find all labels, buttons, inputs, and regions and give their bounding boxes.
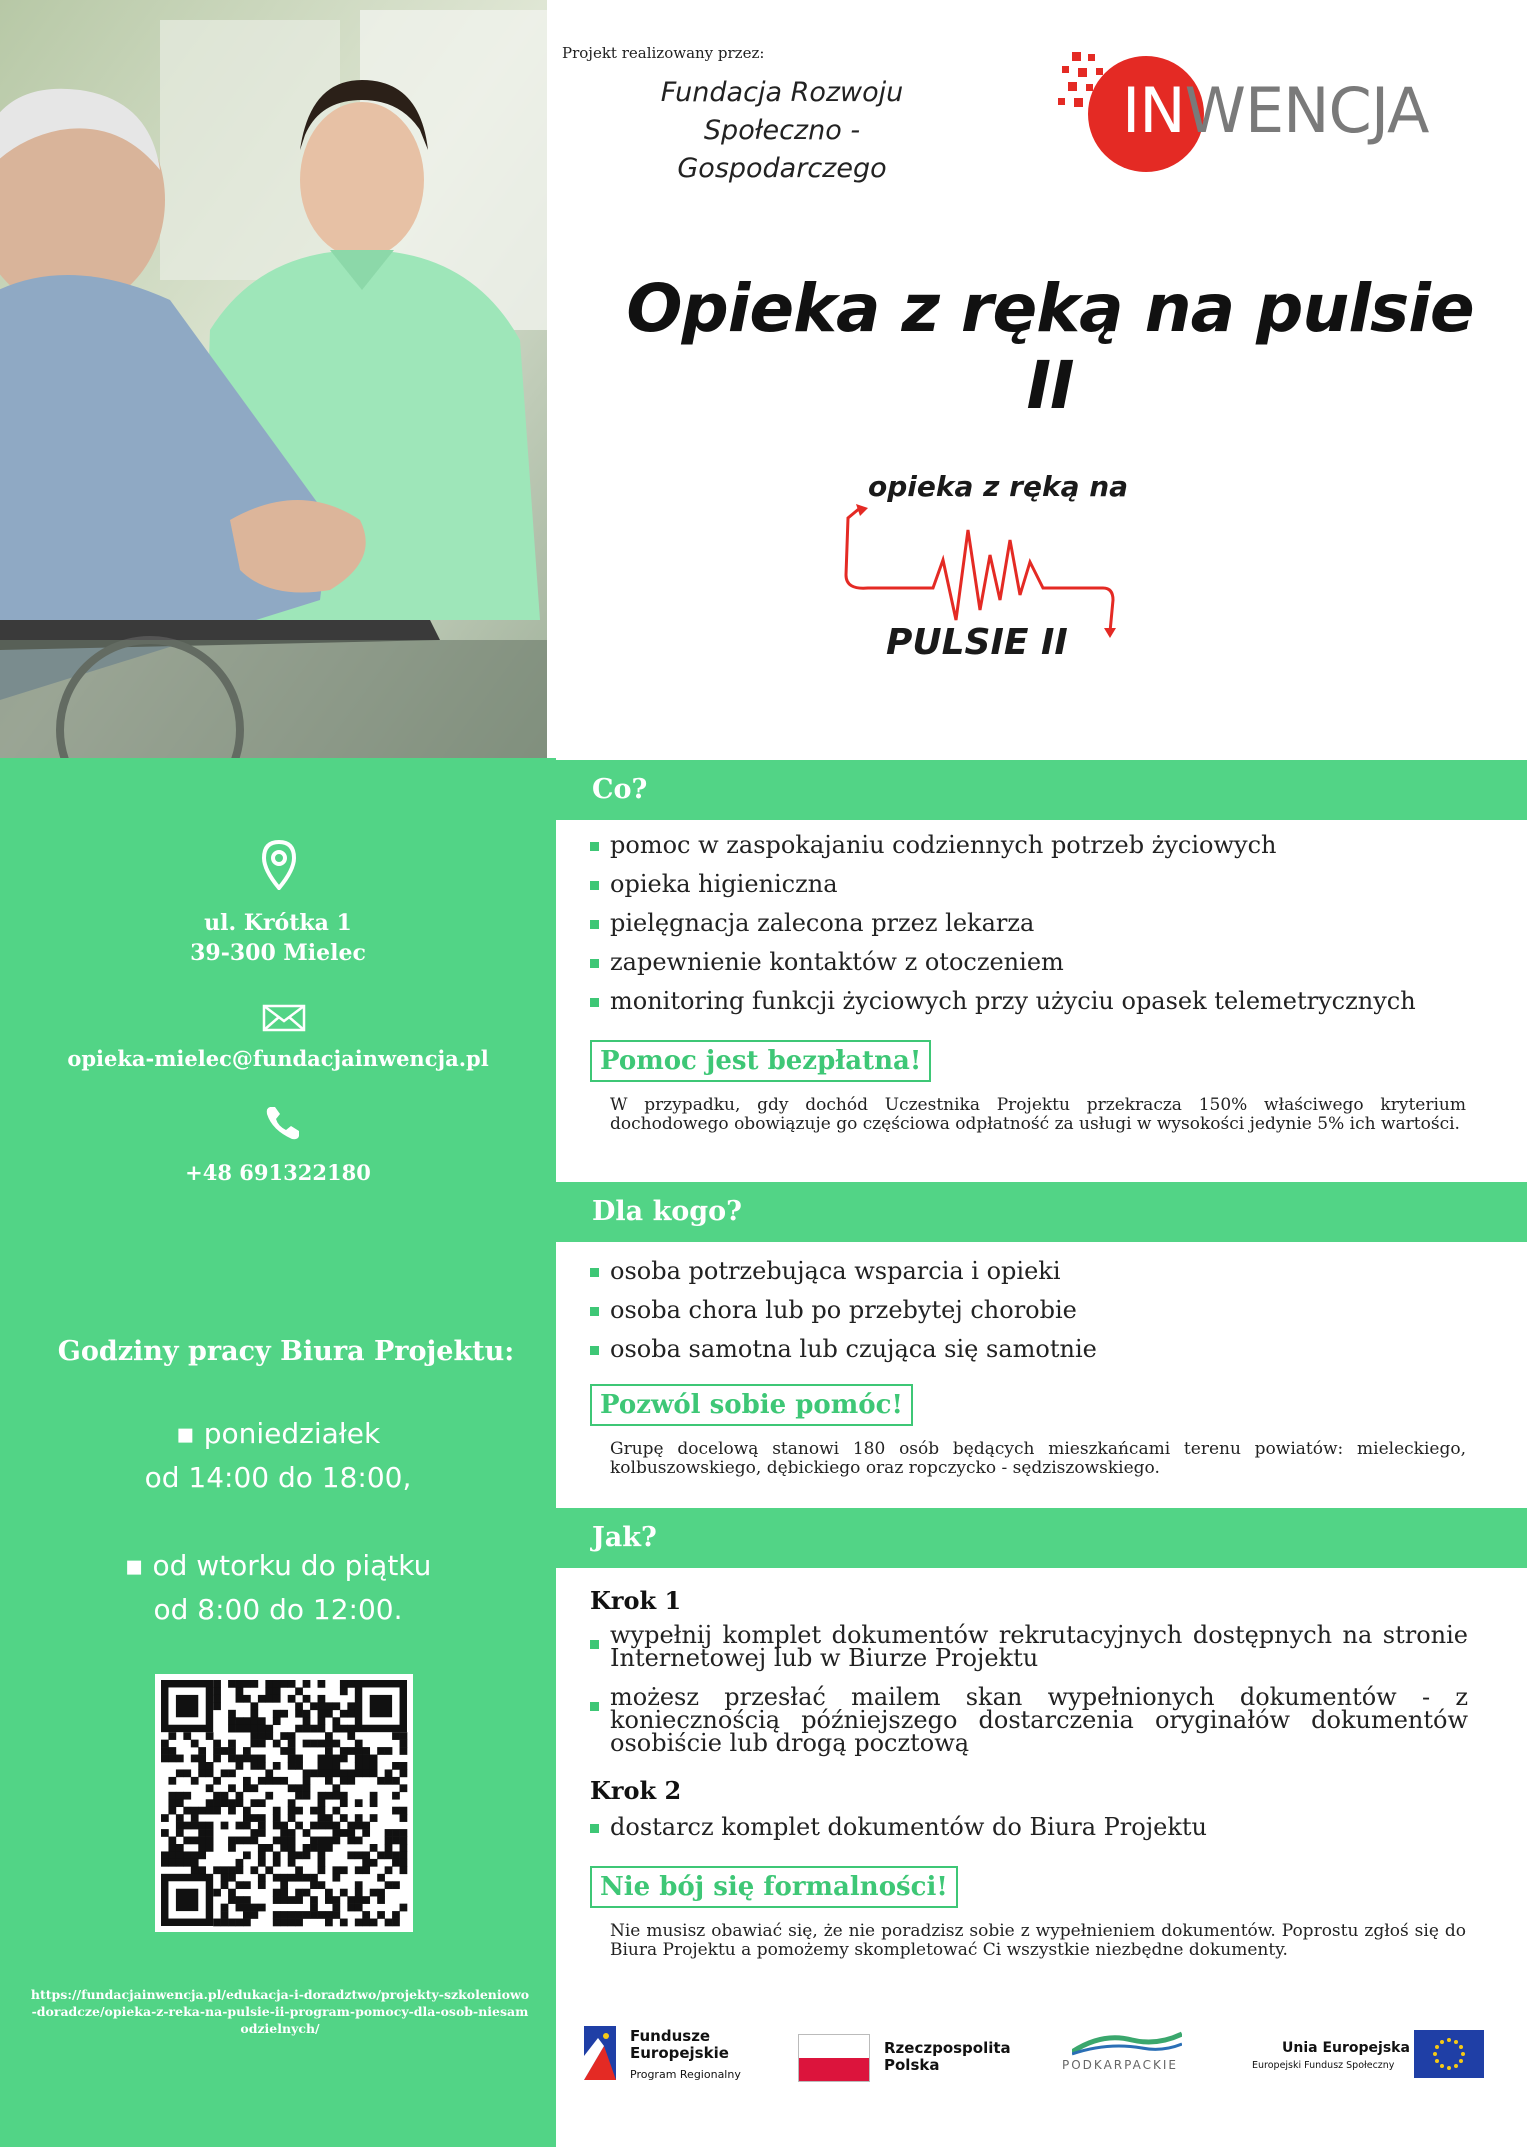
list-item: osoba potrzebująca wsparcia i opieki xyxy=(588,1252,1488,1291)
section-co-title: Co? xyxy=(592,774,648,805)
organizer-block xyxy=(562,44,1022,188)
list-item: opieka higieniczna xyxy=(588,865,1488,904)
project-url[interactable]: https://fundacjainwencja.pl/edukacja-i-doradztwo/projekty-szkoleniowo-doradcze/opieka-z-reka-na-pulsie-ii-program-pomocy-dla-osob-niesamodzielnych/ xyxy=(30,1987,530,2036)
eu-flag-icon xyxy=(1414,2030,1484,2078)
heartbeat-icon xyxy=(838,500,1128,640)
podkarpackie-logo xyxy=(1062,2030,1202,2090)
organizer-name xyxy=(602,74,962,188)
address-city: 39-300 Mielec xyxy=(190,940,366,966)
pulse-logo-bottom-text: PULSIE II xyxy=(886,622,1068,663)
section-co-header xyxy=(556,760,1527,820)
list-item: osoba samotna lub czująca się samotnie xyxy=(588,1330,1488,1369)
envelope-icon xyxy=(262,1004,306,1032)
email-link[interactable]: opieka-mielec@fundacjainwencja.pl xyxy=(67,1046,489,1071)
step-1-list xyxy=(588,1621,1468,1771)
section-jak-title: Jak? xyxy=(592,1522,657,1553)
pulse-logo-top-text: opieka z ręką na xyxy=(868,470,1129,503)
qr-code[interactable] xyxy=(155,1674,413,1932)
fundusze-europejskie-title: Fundusze Europejskie xyxy=(630,2027,729,2062)
step-2-list xyxy=(588,1808,1488,1847)
office-hours-tue-fri-day: ▪ od wtorku do piątku xyxy=(124,1549,432,1582)
list-item: monitoring funkcji życiowych przy użyciu opasek telemetrycznych xyxy=(588,982,1488,1021)
fundusze-europejskie-logo xyxy=(584,2024,784,2088)
section-co-highlight: Pomoc jest bezpłatna! xyxy=(590,1040,931,1082)
section-co-note: W przypadku, gdy dochód Uczestnika Projektu przekracza 150% właściwego kryterium dochodowego obowiązuje go częściowa odpłatność za usługi w wysokości jedynie 5% ich wartości. xyxy=(610,1095,1466,1134)
pulse-logo xyxy=(838,460,1128,680)
list-item: osoba chora lub po przebytej chorobie xyxy=(588,1291,1488,1330)
address-street: ul. Krótka 1 xyxy=(204,910,352,936)
section-co-list xyxy=(588,826,1488,1021)
step-1-heading: Krok 1 xyxy=(590,1586,682,1615)
section-dla-kogo-header xyxy=(556,1182,1527,1242)
rzeczpospolita-polska-logo xyxy=(798,2034,1018,2084)
podkarpackie-wave-icon xyxy=(1072,2030,1182,2056)
section-jak-note: Nie musisz obawiać się, że nie poradzisz sobie z wypełnieniem dokumentów. Poprostu zgłoś się do Biura Projektu a pomożemy skompletować Ci wszystkie niezbędne dokumenty. xyxy=(610,1921,1466,1960)
organizer-name-line2: Społeczno - Gospodarczego xyxy=(677,115,887,184)
unia-europejska-subtitle: Europejski Fundusz Społeczny xyxy=(1252,2060,1395,2071)
polish-flag-icon xyxy=(798,2034,870,2082)
section-jak-highlight: Nie bój się formalności! xyxy=(590,1866,958,1908)
list-item: pielęgnacja zalecona przez lekarza xyxy=(588,904,1488,943)
realized-by-label: Projekt realizowany przez: xyxy=(562,44,765,62)
list-item: pomoc w zaspokajaniu codziennych potrzeb życiowych xyxy=(588,826,1488,865)
logo-wordmark: INWENCJA xyxy=(1122,74,1429,147)
eu-stars-icon xyxy=(1414,2030,1484,2078)
office-hours-tue-fri xyxy=(0,1544,556,1632)
fundusze-europejskie-icon xyxy=(584,2026,616,2080)
office-hours-monday-day: ▪ poniedziałek xyxy=(175,1417,381,1450)
office-hours-monday xyxy=(0,1412,556,1500)
phone-icon xyxy=(264,1104,302,1142)
podkarpackie-text: PODKARPACKIE xyxy=(1062,2058,1178,2072)
organizer-name-line1: Fundacja Rozwoju xyxy=(660,77,904,108)
office-hours-heading: Godziny pracy Biura Projektu: xyxy=(57,1336,515,1367)
office-hours-tue-fri-time: od 8:00 do 12:00. xyxy=(153,1593,403,1626)
list-item: zapewnienie kontaktów z otoczeniem xyxy=(588,943,1488,982)
list-item: wypełnij komplet dokumentów rekrutacyjnych dostępnych na stronie Internetowej lub w Biurze Projektu xyxy=(588,1624,1468,1670)
main-title: Opieka z ręką na pulsie II xyxy=(626,270,1474,424)
fundusze-europejskie-subtitle: Program Regionalny xyxy=(630,2068,741,2081)
section-dla-kogo-list xyxy=(588,1252,1488,1369)
inwencja-logo xyxy=(1058,52,1428,172)
section-dla-kogo-note: Grupę docelową stanowi 180 osób będących mieszkańcami terenu powiatów: mieleckiego, kolbuszowskiego, dębickiego oraz ropczycko - sędziszowskiego. xyxy=(610,1439,1466,1478)
rzeczpospolita-polska-text: Rzeczpospolita Polska xyxy=(884,2039,1011,2074)
list-item: możesz przesłać mailem skan wypełnionych dokumentów - z koniecznością późniejszego dostarczenia oryginałów dokumentów osobiście lub drogą pocztową xyxy=(588,1686,1468,1755)
step-2-heading: Krok 2 xyxy=(590,1776,682,1805)
section-jak-header xyxy=(556,1508,1527,1568)
unia-europejska-title: Unia Europejska xyxy=(1282,2040,1410,2056)
list-item: dostarcz komplet dokumentów do Biura Projektu xyxy=(588,1808,1488,1847)
hero-photo xyxy=(0,0,547,758)
location-pin-icon xyxy=(262,840,296,890)
phone-number[interactable]: +48 691322180 xyxy=(185,1160,371,1185)
office-hours-monday-time: od 14:00 do 18:00, xyxy=(144,1461,412,1494)
section-dla-kogo-title: Dla kogo? xyxy=(592,1196,742,1227)
section-dla-kogo-highlight: Pozwól sobie pomóc! xyxy=(590,1384,913,1426)
unia-europejska-logo xyxy=(1252,2030,1492,2086)
qr-code-icon xyxy=(155,1674,413,1932)
